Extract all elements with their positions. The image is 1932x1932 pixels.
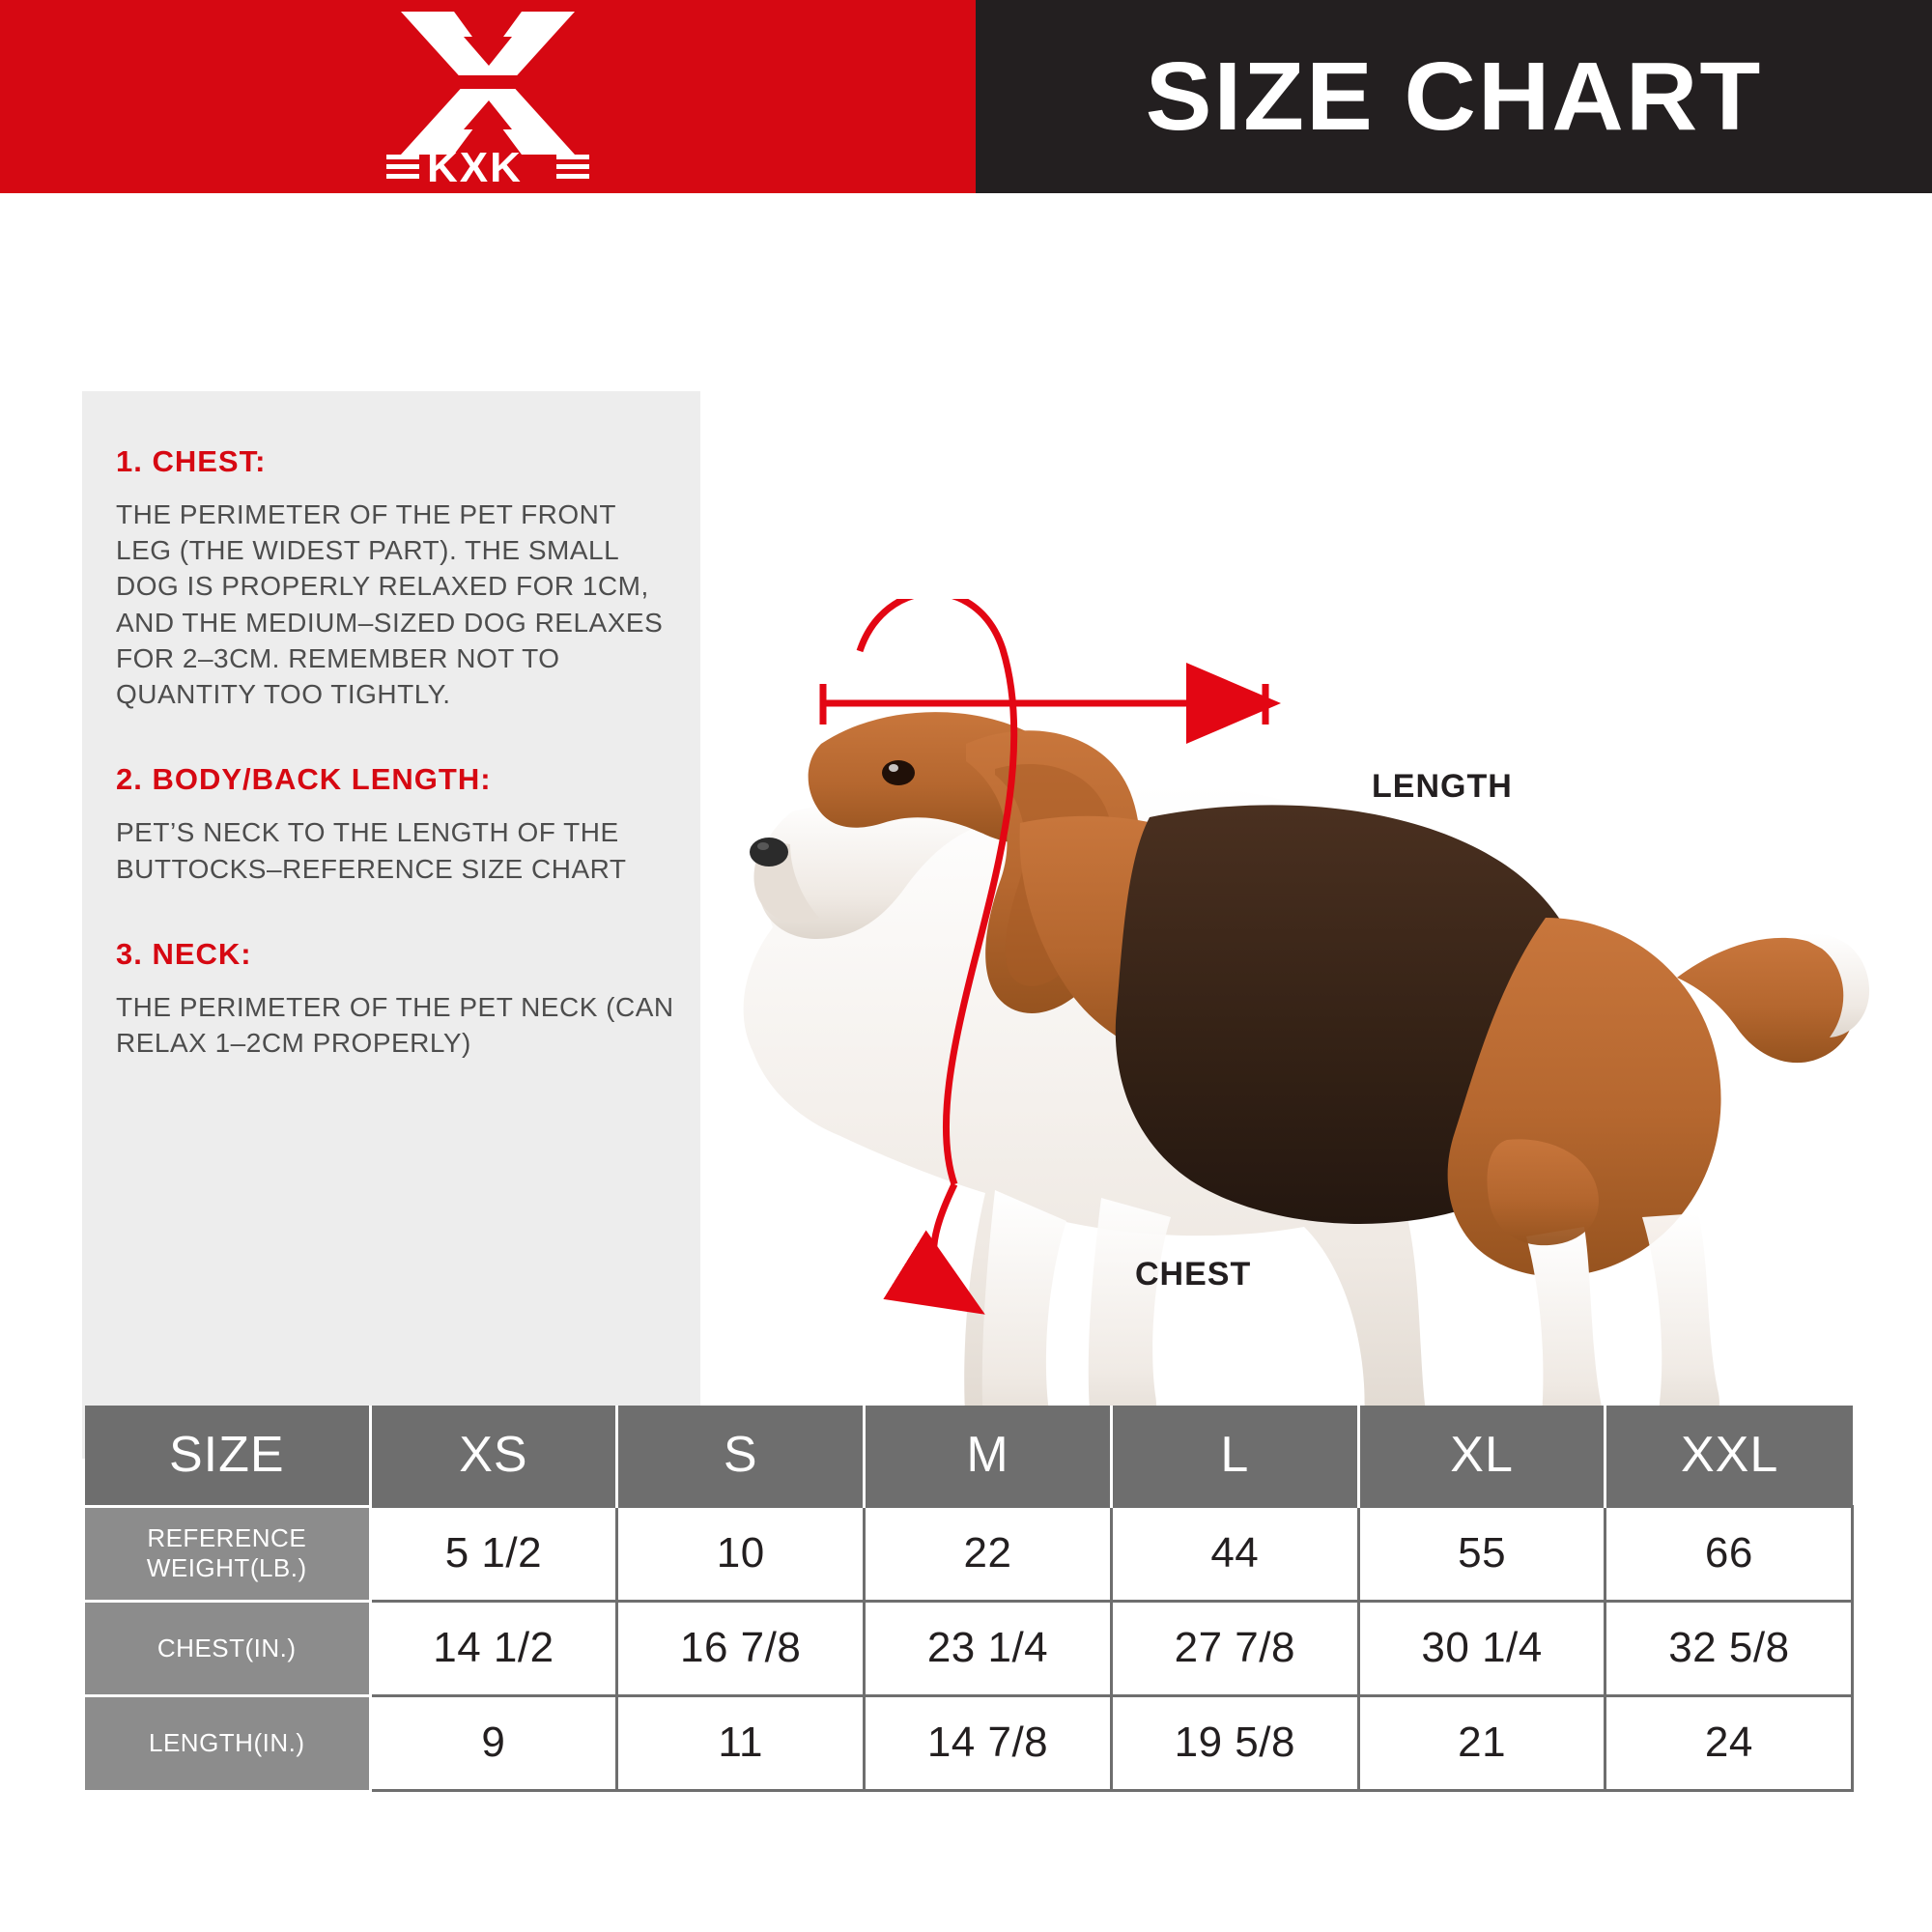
table-cell: 14 7/8: [865, 1695, 1112, 1790]
table-cell: 55: [1358, 1506, 1605, 1601]
table-cell: 30 1/4: [1358, 1601, 1605, 1695]
table-cell: 66: [1605, 1506, 1853, 1601]
row-label: REFERENCE WEIGHT(LB.): [85, 1506, 370, 1601]
table-header-cell: XL: [1358, 1406, 1605, 1506]
table-cell: 24: [1605, 1695, 1853, 1790]
dog-measurement-diagram: [676, 599, 1903, 1488]
table-cell: 21: [1358, 1695, 1605, 1790]
table-row: [85, 1506, 1853, 1601]
table-header-cell: M: [865, 1406, 1112, 1506]
instruction-body-length: PET’S NECK TO THE LENGTH OF THE BUTTOCKS–REFERENCE SIZE CHART: [116, 817, 627, 884]
instruction-body-chest: THE PERIMETER OF THE PET FRONT LEG (THE WIDEST PART). THE SMALL DOG IS PROPERLY RELAXED FOR 1CM, AND THE MEDIUM–SIZED DOG RELAXES FOR 2–3CM. REMEMBER NOT TO QUANTITY TOO TIGHTLY.: [116, 499, 664, 710]
chest-label: CHEST: [1135, 1256, 1252, 1293]
title-block: [976, 0, 1932, 193]
kxk-logo: [348, 8, 628, 186]
content-area: [0, 193, 1932, 1391]
table-row: [85, 1695, 1853, 1790]
table-row: [85, 1601, 1853, 1695]
table-cell: 27 7/8: [1111, 1601, 1358, 1695]
table-cell: 22: [865, 1506, 1112, 1601]
table-cell: 5 1/2: [370, 1506, 617, 1601]
table-header-cell: L: [1111, 1406, 1358, 1506]
table-cell: 32 5/8: [1605, 1601, 1853, 1695]
table-header-cell: XXL: [1605, 1406, 1853, 1506]
table-header-cell: XS: [370, 1406, 617, 1506]
length-label: LENGTH: [1372, 768, 1513, 805]
table-cell: 14 1/2: [370, 1601, 617, 1695]
table-header-row: [85, 1406, 1853, 1506]
table-header-cell: SIZE: [85, 1406, 370, 1506]
instruction-heading-chest: 1. CHEST:: [116, 444, 267, 478]
table-cell: 19 5/8: [1111, 1695, 1358, 1790]
page-header: [0, 0, 1932, 193]
brand-block: [0, 0, 976, 193]
size-table: [85, 1406, 1854, 1792]
svg-text:KXK: KXK: [427, 143, 523, 186]
table-cell: 10: [617, 1506, 865, 1601]
table-cell: 44: [1111, 1506, 1358, 1601]
row-label: CHEST(IN.): [85, 1601, 370, 1695]
page-title: SIZE CHART: [1145, 43, 1763, 151]
table-cell: 16 7/8: [617, 1601, 865, 1695]
table-cell: 23 1/4: [865, 1601, 1112, 1695]
instruction-heading-length: 2. BODY/BACK LENGTH:: [116, 762, 492, 797]
instructions-panel: [82, 391, 700, 1459]
size-table-wrap: [85, 1406, 1853, 1792]
table-header-cell: S: [617, 1406, 865, 1506]
instruction-body-neck: THE PERIMETER OF THE PET NECK (CAN RELAX 1–2CM PROPERLY): [116, 991, 674, 1059]
table-cell: 11: [617, 1695, 865, 1790]
table-cell: 9: [370, 1695, 617, 1790]
row-label: LENGTH(IN.): [85, 1695, 370, 1790]
instruction-heading-neck: 3. NECK:: [116, 936, 252, 971]
